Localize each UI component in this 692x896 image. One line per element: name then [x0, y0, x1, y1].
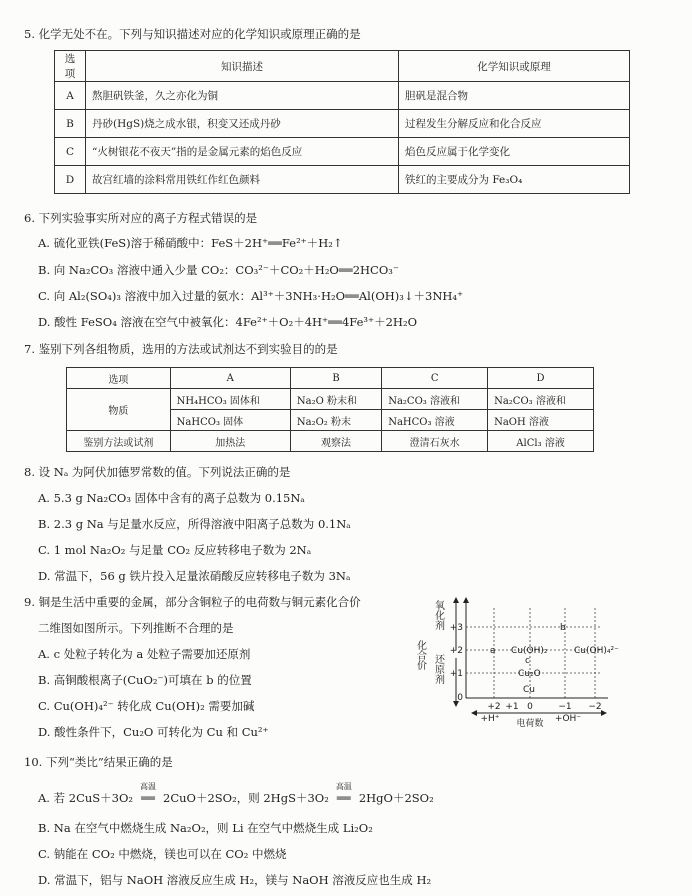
- table-cell: 物质: [67, 389, 171, 431]
- table-cell: 观察法: [290, 431, 381, 452]
- table-row: [55, 166, 630, 194]
- high-temp-arrow-1: 高温 ══: [133, 791, 163, 805]
- table-header: 选项: [67, 368, 171, 389]
- question-7-table: [66, 367, 594, 452]
- q10-a-post: 2HgO＋2SO₂: [358, 791, 434, 805]
- table-cell: 胆矾是混合物: [399, 82, 630, 110]
- table-cell: 熬胆矾铁釜，久之亦化为铜: [86, 82, 399, 110]
- question-6-option-a: A. 硫化亚铁(FeS)溶于稀硝酸中：FeS＋2H⁺══Fe²⁺＋H₂↑: [38, 236, 343, 250]
- question-6-option-b: B. 向 Na₂CO₃ 溶液中通入少量 CO₂：CO₃²⁻＋CO₂＋H₂O══2HCO₃⁻: [38, 263, 399, 277]
- table-cell: NaHCO₃ 固体: [170, 410, 290, 431]
- question-10-option-c: C. 钠能在 CO₂ 中燃烧，镁也可以在 CO₂ 中燃烧: [38, 847, 287, 861]
- fig-oxidant-label: 氧化剂: [432, 600, 444, 630]
- question-8-option-c: C. 1 mol Na₂O₂ 与足量 CO₂ 反应转移电子数为 2Nₐ: [38, 543, 312, 557]
- question-10-option-d: D. 常温下，铝与 NaOH 溶液反应生成 H₂，镁与 NaOH 溶液反应也生成 H₂: [38, 873, 432, 887]
- table-header: C: [382, 368, 488, 389]
- table-row: [55, 138, 630, 166]
- fig-point-cuoh2: Cu(OH)₂: [511, 646, 548, 656]
- question-8-option-a: A. 5.3 g Na₂CO₃ 固体中含有的离子总数为 0.15Nₐ: [38, 491, 305, 505]
- table-row: [67, 431, 594, 452]
- table-header: 选项: [55, 51, 86, 82]
- question-6-stem: 6. 下列实验事实所对应的离子方程式错误的是: [24, 211, 258, 225]
- fig-y-tick: +2: [449, 646, 463, 656]
- table-cell: 过程发生分解反应和化合反应: [399, 110, 630, 138]
- question-9-option-a: A. c 处粒子转化为 a 处粒子需要加还原剂: [38, 647, 251, 661]
- fig-x-right-label: +OH⁻: [554, 714, 582, 724]
- fig-point-cu2o: Cu₂O: [518, 669, 541, 679]
- condition-label: 高温: [335, 782, 352, 791]
- table-cell: 铁红的主要成分为 Fe₃O₄: [399, 166, 630, 194]
- fig-x-tick: +1: [505, 702, 519, 712]
- table-cell: Na₂O 粉末和: [290, 389, 381, 410]
- table-cell: 加热法: [170, 431, 290, 452]
- table-header: A: [170, 368, 290, 389]
- table-cell: C: [55, 138, 86, 166]
- fig-x-tick: 0: [527, 702, 533, 712]
- table-cell: A: [55, 82, 86, 110]
- question-10-option-a: [38, 782, 434, 806]
- question-6-option-d: D. 酸性 FeSO₄ 溶液在空气中被氧化：4Fe²⁺＋O₂＋4H⁺══4Fe³⁺＋2H₂O: [38, 315, 417, 329]
- table-header: D: [488, 368, 594, 389]
- question-9-option-c: C. Cu(OH)₄²⁻ 转化成 Cu(OH)₂ 需要加碱: [38, 699, 255, 713]
- question-5-stem: 5. 化学无处不在。下列与知识描述对应的化学知识或原理正确的是: [24, 27, 361, 41]
- table-row: [55, 110, 630, 138]
- table-cell: B: [55, 110, 86, 138]
- q10-a-pre: A. 若 2CuS＋3O₂: [38, 791, 134, 805]
- question-10-option-b: B. Na 在空气中燃烧生成 Na₂O₂，则 Li 在空气中燃烧生成 Li₂O₂: [38, 821, 373, 835]
- table-cell: 故宫红墙的涂料常用铁红作红色颜料: [86, 166, 399, 194]
- question-9-stem-line2: 二维图如图所示。下列推断不合理的是: [38, 621, 234, 635]
- fig-point-c: c: [525, 656, 530, 666]
- table-row: [67, 389, 594, 410]
- question-9-stem-line1: 9. 铜是生活中重要的金属，部分含铜粒子的电荷数与铜元素化合价: [24, 595, 361, 609]
- table-cell: D: [55, 166, 86, 194]
- question-9-option-d: D. 酸性条件下，Cu₂O 可转化为 Cu 和 Cu²⁺: [38, 725, 269, 739]
- fig-y-tick: +3: [449, 623, 463, 633]
- table-header: 化学知识或原理: [399, 51, 630, 82]
- table-cell: NH₄HCO₃ 固体和: [170, 389, 290, 410]
- question-7-stem: 7. 鉴别下列各组物质，选用的方法或试剂达不到实验目的的是: [24, 342, 338, 356]
- table-cell: 丹砂(HgS)烧之成水银，积变又还成丹砂: [86, 110, 399, 138]
- table-header-row: [67, 368, 594, 389]
- table-cell: Na₂CO₃ 溶液和: [382, 389, 488, 410]
- fig-point-cuoh4: Cu(OH)₄²⁻: [574, 646, 619, 656]
- table-cell: 焰色反应属于化学变化: [399, 138, 630, 166]
- table-cell: 鉴别方法或试剂: [67, 431, 171, 452]
- q10-a-mid: 2CuO＋2SO₂，则 2HgS＋3O₂: [163, 791, 329, 805]
- fig-point-a: a: [490, 646, 496, 656]
- table-header-row: [55, 51, 630, 82]
- question-6-option-c: C. 向 Al₂(SO₄)₃ 溶液中加入过量的氨水：Al³⁺＋3NH₃·H₂O══Al(OH)₃↓＋3NH₄⁺: [38, 289, 464, 303]
- table-header: B: [290, 368, 381, 389]
- question-5-table: [54, 50, 630, 194]
- fig-point-b: b: [560, 623, 566, 633]
- table-cell: 澄清石灰水: [382, 431, 488, 452]
- table-cell: NaOH 溶液: [488, 410, 594, 431]
- question-8-stem: 8. 设 Nₐ 为阿伏加德罗常数的值。下列说法正确的是: [24, 465, 291, 479]
- table-row: [55, 82, 630, 110]
- question-9-option-b: B. 高铜酸根离子(CuO₂⁻)可填在 b 的位置: [38, 673, 252, 687]
- fig-y-axis-title: 化合价: [414, 640, 426, 670]
- fig-y-tick: +1: [449, 669, 463, 679]
- table-cell: Na₂CO₃ 溶液和: [488, 389, 594, 410]
- fig-x-tick: +2: [487, 702, 501, 712]
- fig-x-tick: −2: [588, 702, 602, 712]
- fig-reductant-label: 还原剂: [432, 654, 444, 684]
- fig-point-cu: Cu: [523, 685, 535, 695]
- question-8-option-b: B. 2.3 g Na 与足量水反应，所得溶液中阳离子总数为 0.1Nₐ: [38, 517, 351, 531]
- table-header: 知识描述: [86, 51, 399, 82]
- fig-x-tick: −1: [558, 702, 572, 712]
- table-cell: “火树银花不夜天”指的是金属元素的焰色反应: [86, 138, 399, 166]
- table-cell: AlCl₃ 溶液: [488, 431, 594, 452]
- question-9-figure: [410, 588, 680, 728]
- table-cell: NaHCO₃ 溶液: [382, 410, 488, 431]
- fig-y-tick: 0: [457, 693, 463, 703]
- table-cell: Na₂O₂ 粉末: [290, 410, 381, 431]
- question-8-option-d: D. 常温下，56 g 铁片投入足量浓硝酸反应转移电子数为 3Nₐ: [38, 569, 351, 583]
- question-10-stem: 10. 下列“类比”结果正确的是: [24, 755, 173, 769]
- high-temp-arrow-2: 高温 ══: [329, 791, 359, 805]
- fig-x-left-label: +H⁺: [480, 714, 500, 724]
- fig-x-axis-title: 电荷数: [516, 719, 544, 728]
- condition-label: 高温: [140, 782, 157, 791]
